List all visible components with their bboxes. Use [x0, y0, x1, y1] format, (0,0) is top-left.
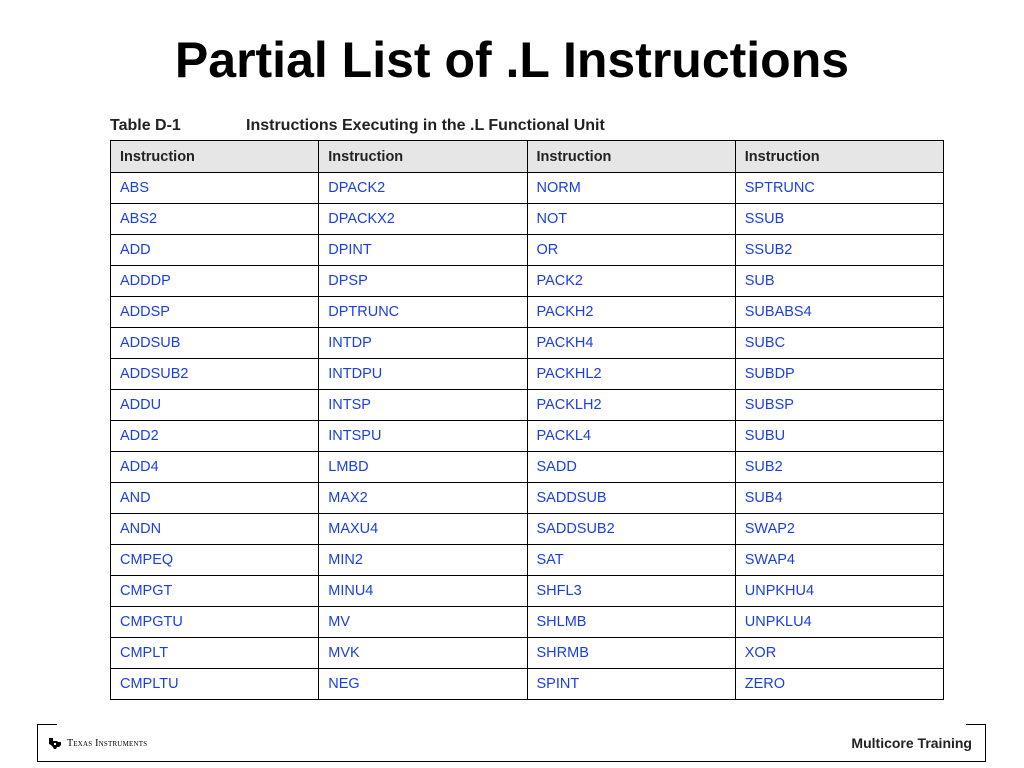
- column-header: Instruction: [319, 141, 527, 173]
- instruction-cell[interactable]: ADD2: [111, 421, 319, 452]
- instruction-cell[interactable]: INTDP: [319, 328, 527, 359]
- instruction-cell[interactable]: ZERO: [735, 669, 943, 700]
- table-row: [111, 390, 944, 421]
- instruction-cell[interactable]: NORM: [527, 173, 735, 204]
- instruction-cell[interactable]: SWAP2: [735, 514, 943, 545]
- table-caption-title: Instructions Executing in the .L Functional Unit: [246, 117, 605, 134]
- instruction-cell[interactable]: DPACK2: [319, 173, 527, 204]
- footer-training-label: Multicore Training: [851, 735, 972, 751]
- column-header: Instruction: [111, 141, 319, 173]
- table-row: [111, 173, 944, 204]
- instruction-cell[interactable]: ADDSP: [111, 297, 319, 328]
- table-row: [111, 266, 944, 297]
- instruction-cell[interactable]: ADDDP: [111, 266, 319, 297]
- instruction-cell[interactable]: NOT: [527, 204, 735, 235]
- table-row: [111, 607, 944, 638]
- instruction-cell[interactable]: PACKLH2: [527, 390, 735, 421]
- instruction-cell[interactable]: SADDSUB2: [527, 514, 735, 545]
- table-row: [111, 483, 944, 514]
- instruction-cell[interactable]: PACK2: [527, 266, 735, 297]
- instruction-cell[interactable]: ABS: [111, 173, 319, 204]
- instruction-cell[interactable]: SADD: [527, 452, 735, 483]
- instruction-cell[interactable]: SUBU: [735, 421, 943, 452]
- instruction-cell[interactable]: SPINT: [527, 669, 735, 700]
- table-caption-id: Table D-1: [110, 117, 181, 134]
- table-row: [111, 235, 944, 266]
- instruction-cell[interactable]: CMPLTU: [111, 669, 319, 700]
- instruction-cell[interactable]: SUBC: [735, 328, 943, 359]
- instruction-cell[interactable]: INTSPU: [319, 421, 527, 452]
- instruction-cell[interactable]: MAX2: [319, 483, 527, 514]
- instruction-table: [110, 140, 944, 700]
- instruction-cell[interactable]: ADDU: [111, 390, 319, 421]
- table-caption: [110, 117, 944, 139]
- instruction-cell[interactable]: AND: [111, 483, 319, 514]
- instruction-cell[interactable]: SUB2: [735, 452, 943, 483]
- instruction-cell[interactable]: SHLMB: [527, 607, 735, 638]
- slide-title: Partial List of .L Instructions: [174, 32, 850, 88]
- instruction-cell[interactable]: LMBD: [319, 452, 527, 483]
- instruction-cell[interactable]: XOR: [735, 638, 943, 669]
- table-row: [111, 452, 944, 483]
- instruction-cell[interactable]: ADD: [111, 235, 319, 266]
- instruction-cell[interactable]: CMPLT: [111, 638, 319, 669]
- footer-rule-left: [37, 724, 57, 725]
- instruction-cell[interactable]: DPSP: [319, 266, 527, 297]
- logo-text: Texas Instruments: [67, 737, 148, 749]
- instruction-cell[interactable]: CMPGT: [111, 576, 319, 607]
- instruction-cell[interactable]: INTSP: [319, 390, 527, 421]
- table-row: [111, 421, 944, 452]
- instruction-cell[interactable]: SUB4: [735, 483, 943, 514]
- footer-rule-right: [966, 724, 986, 725]
- table-row: [111, 514, 944, 545]
- column-header: Instruction: [527, 141, 735, 173]
- instruction-cell[interactable]: SUBABS4: [735, 297, 943, 328]
- instruction-cell[interactable]: CMPGTU: [111, 607, 319, 638]
- instruction-cell[interactable]: OR: [527, 235, 735, 266]
- instruction-cell[interactable]: SUBSP: [735, 390, 943, 421]
- instruction-cell[interactable]: ADDSUB2: [111, 359, 319, 390]
- instruction-cell[interactable]: SSUB2: [735, 235, 943, 266]
- instruction-cell[interactable]: INTDPU: [319, 359, 527, 390]
- table-row: [111, 576, 944, 607]
- table-row: [111, 669, 944, 700]
- instruction-cell[interactable]: ANDN: [111, 514, 319, 545]
- texas-state-icon: [48, 737, 62, 750]
- footer-rule-right-vertical: [985, 724, 986, 761]
- table-row: [111, 297, 944, 328]
- instruction-cell[interactable]: CMPEQ: [111, 545, 319, 576]
- instruction-cell[interactable]: PACKL4: [527, 421, 735, 452]
- table-row: [111, 638, 944, 669]
- instruction-cell[interactable]: PACKH2: [527, 297, 735, 328]
- instruction-cell[interactable]: SUBDP: [735, 359, 943, 390]
- column-header: Instruction: [735, 141, 943, 173]
- instruction-cell[interactable]: MV: [319, 607, 527, 638]
- instruction-cell[interactable]: ABS2: [111, 204, 319, 235]
- instruction-cell[interactable]: MAXU4: [319, 514, 527, 545]
- instruction-cell[interactable]: MINU4: [319, 576, 527, 607]
- instruction-cell[interactable]: SADDSUB: [527, 483, 735, 514]
- instruction-cell[interactable]: ADDSUB: [111, 328, 319, 359]
- instruction-cell[interactable]: NEG: [319, 669, 527, 700]
- instruction-cell[interactable]: ADD4: [111, 452, 319, 483]
- instruction-cell[interactable]: DPINT: [319, 235, 527, 266]
- instruction-cell[interactable]: SHRMB: [527, 638, 735, 669]
- instruction-cell[interactable]: UNPKLU4: [735, 607, 943, 638]
- texas-instruments-logo: [48, 736, 147, 750]
- table-row: [111, 328, 944, 359]
- footer-rule-bottom: [37, 761, 986, 762]
- instruction-cell[interactable]: DPACKX2: [319, 204, 527, 235]
- instruction-cell[interactable]: UNPKHU4: [735, 576, 943, 607]
- instruction-cell[interactable]: MIN2: [319, 545, 527, 576]
- instruction-cell[interactable]: SHFL3: [527, 576, 735, 607]
- instruction-cell[interactable]: SSUB: [735, 204, 943, 235]
- instruction-cell[interactable]: DPTRUNC: [319, 297, 527, 328]
- table-body: [111, 173, 944, 700]
- table-row: [111, 204, 944, 235]
- instruction-cell[interactable]: PACKH4: [527, 328, 735, 359]
- footer-rule-left-vertical: [37, 724, 38, 761]
- instruction-cell[interactable]: PACKHL2: [527, 359, 735, 390]
- instruction-cell[interactable]: SAT: [527, 545, 735, 576]
- table-row: [111, 359, 944, 390]
- instruction-cell[interactable]: SUB: [735, 266, 943, 297]
- instruction-cell[interactable]: SWAP4: [735, 545, 943, 576]
- table-header-row: [111, 141, 944, 173]
- instruction-cell[interactable]: MVK: [319, 638, 527, 669]
- table-row: [111, 545, 944, 576]
- instruction-cell[interactable]: SPTRUNC: [735, 173, 943, 204]
